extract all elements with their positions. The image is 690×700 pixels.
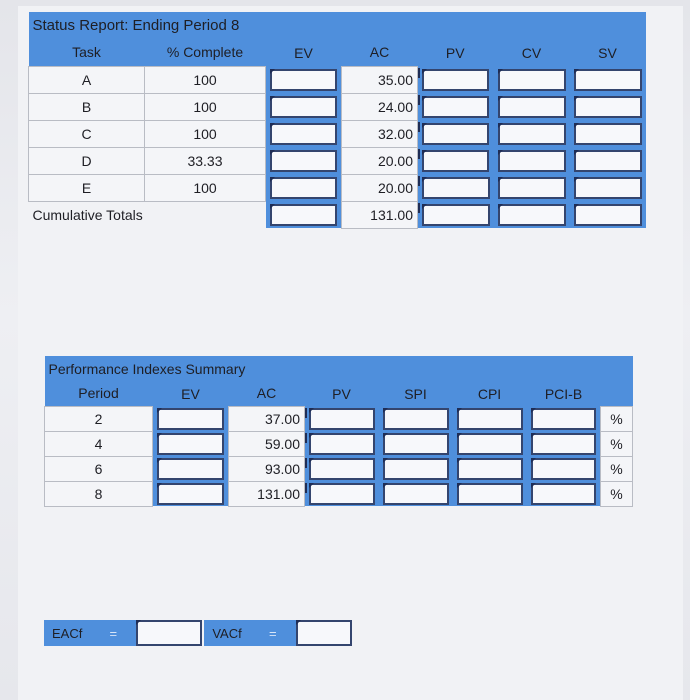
eac-label: EACf: [44, 620, 90, 646]
performance-title: Performance Indexes Summary: [45, 356, 305, 381]
pv-input[interactable]: [309, 433, 375, 455]
percent-sign: %: [601, 406, 633, 431]
percent-complete: 100: [145, 93, 266, 120]
col-header-pv: PV: [305, 381, 379, 406]
col-header-pci-b: PCI-B: [527, 381, 601, 406]
col-header-cpi: CPI: [453, 381, 527, 406]
performance-title-row: [45, 356, 633, 381]
ev-input[interactable]: [270, 177, 337, 199]
table-row: [29, 120, 646, 147]
cv-input[interactable]: [498, 96, 566, 118]
estimates-row: [44, 620, 352, 646]
col-header-task: Task: [29, 39, 145, 66]
ev-input[interactable]: [157, 433, 224, 455]
vac-input[interactable]: [296, 620, 352, 646]
status-report-title: Status Report: Ending Period 8: [29, 12, 266, 39]
spi-input[interactable]: [383, 408, 449, 430]
col-header-ev: EV: [266, 39, 342, 66]
ac-value: 59.00: [229, 431, 305, 456]
eac-input[interactable]: [136, 620, 202, 646]
ac-value: 37.00: [229, 406, 305, 431]
percent-complete: 33.33: [145, 147, 266, 174]
table-row: [45, 431, 633, 456]
percent-sign: %: [601, 431, 633, 456]
status-report-table: [28, 12, 646, 229]
pv-input[interactable]: [309, 458, 375, 480]
ev-total-input[interactable]: [270, 204, 338, 226]
period-label: 4: [45, 431, 153, 456]
ev-input[interactable]: [157, 458, 224, 480]
eac-equals: =: [90, 620, 136, 646]
performance-header-row: [45, 381, 633, 406]
ev-input[interactable]: [157, 483, 224, 505]
vac-equals: =: [250, 620, 296, 646]
sv-input[interactable]: [574, 150, 642, 172]
period-label: 2: [45, 406, 153, 431]
percent-complete: 100: [145, 120, 266, 147]
pv-input[interactable]: [422, 123, 489, 145]
task-label: C: [29, 120, 145, 147]
pci-b-input[interactable]: [531, 433, 597, 455]
cpi-input[interactable]: [457, 483, 523, 505]
pv-input[interactable]: [309, 408, 375, 430]
period-label: 8: [45, 481, 153, 506]
cv-total-input[interactable]: [498, 204, 566, 226]
pci-b-input[interactable]: [531, 458, 597, 480]
percent-sign: %: [601, 456, 633, 481]
table-row: [29, 66, 646, 93]
percent-sign: %: [601, 481, 633, 506]
col-header-spi: SPI: [379, 381, 453, 406]
task-label: D: [29, 147, 145, 174]
ev-input[interactable]: [157, 408, 224, 430]
ev-input[interactable]: [270, 69, 337, 91]
cv-input[interactable]: [498, 123, 566, 145]
table-row: [29, 147, 646, 174]
pv-input[interactable]: [309, 483, 375, 505]
spi-input[interactable]: [383, 458, 449, 480]
col-header-sv: SV: [570, 39, 646, 66]
period-label: 6: [45, 456, 153, 481]
table-row: [45, 456, 633, 481]
col-header-period: Period: [45, 381, 153, 406]
table-row: [29, 93, 646, 120]
pci-b-input[interactable]: [531, 483, 597, 505]
cv-input[interactable]: [498, 177, 566, 199]
spi-input[interactable]: [383, 433, 449, 455]
percent-complete: 100: [145, 174, 266, 201]
ac-value: 24.00: [342, 93, 418, 120]
cv-input[interactable]: [498, 69, 566, 91]
pv-input[interactable]: [422, 96, 489, 118]
ac-value: 35.00: [342, 66, 418, 93]
col-header-ac: AC: [229, 381, 305, 406]
sv-input[interactable]: [574, 123, 642, 145]
ac-total-value: 131.00: [342, 201, 418, 228]
pci-b-input[interactable]: [531, 408, 597, 430]
totals-row: [29, 201, 646, 228]
cumulative-totals-label: Cumulative Totals: [32, 206, 143, 223]
performance-indexes-table: [44, 356, 633, 507]
pv-total-input[interactable]: [422, 204, 490, 226]
col-header-cv: CV: [494, 39, 570, 66]
status-report-header-row: [29, 39, 646, 66]
cpi-input[interactable]: [457, 433, 523, 455]
ac-value: 93.00: [229, 456, 305, 481]
cpi-input[interactable]: [457, 458, 523, 480]
ev-input[interactable]: [270, 123, 337, 145]
col-header-ev: EV: [153, 381, 229, 406]
sv-input[interactable]: [574, 96, 642, 118]
sv-total-input[interactable]: [574, 204, 642, 226]
cv-input[interactable]: [498, 150, 566, 172]
ac-value: 131.00: [229, 481, 305, 506]
task-label: B: [29, 93, 145, 120]
spi-input[interactable]: [383, 483, 449, 505]
ac-value: 20.00: [342, 147, 418, 174]
ac-value: 32.00: [342, 120, 418, 147]
pv-input[interactable]: [422, 69, 489, 91]
task-label: A: [29, 66, 145, 93]
table-row: [29, 174, 646, 201]
ev-input[interactable]: [270, 96, 337, 118]
task-label: E: [29, 174, 145, 201]
sv-input[interactable]: [574, 177, 642, 199]
table-row: [45, 406, 633, 431]
pv-input[interactable]: [422, 177, 490, 199]
table-row: [45, 481, 633, 506]
sv-input[interactable]: [574, 69, 642, 91]
vac-label: VACf: [204, 620, 249, 646]
col-header-ac: AC: [342, 39, 418, 66]
percent-complete: 100: [145, 66, 266, 93]
cpi-input[interactable]: [457, 408, 523, 430]
ac-value: 20.00: [342, 174, 418, 201]
pv-input[interactable]: [422, 150, 489, 172]
ev-input[interactable]: [270, 150, 337, 172]
col-header-pv: PV: [418, 39, 494, 66]
col-header-complete: % Complete: [145, 39, 266, 66]
status-report-title-row: [29, 12, 646, 39]
